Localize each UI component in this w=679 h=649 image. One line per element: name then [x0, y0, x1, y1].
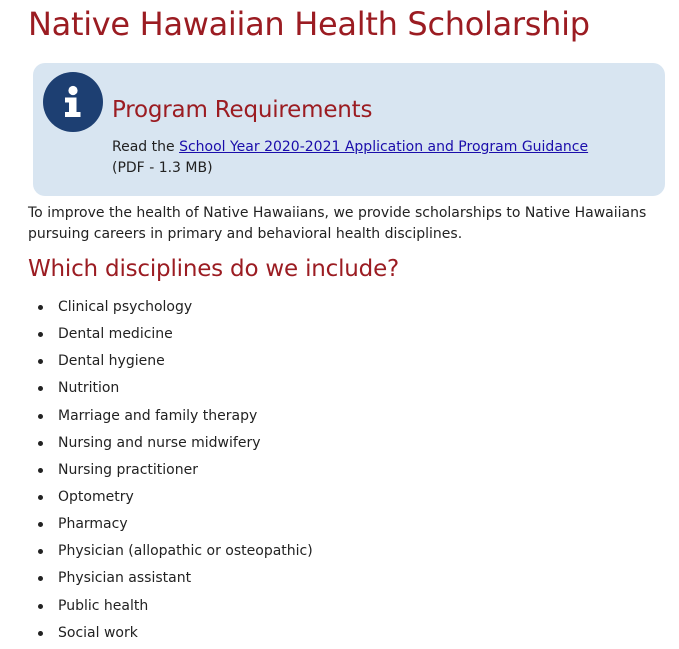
- bullet-icon: [38, 631, 43, 636]
- list-item: [0, 375, 313, 402]
- page-title: Native Hawaiian Health Scholarship: [28, 5, 590, 43]
- callout-text: [112, 137, 652, 179]
- guidance-link[interactable]: School Year 2020-2021 Application and Program Guidance: [179, 139, 589, 155]
- bullet-icon: [38, 576, 43, 581]
- bullet-icon: [38, 604, 43, 609]
- list-item-label: Nursing and nurse midwifery: [58, 434, 261, 451]
- list-item: [0, 620, 313, 647]
- bullet-icon: [38, 468, 43, 473]
- list-item-label: Physician (allopathic or osteopathic): [58, 543, 313, 560]
- program-requirements-callout: [33, 63, 665, 196]
- bullet-icon: [38, 441, 43, 446]
- bullet-icon: [38, 305, 43, 310]
- list-item-label: Nursing practitioner: [58, 461, 198, 478]
- list-item-label: Dental medicine: [58, 326, 173, 343]
- list-item: [0, 538, 313, 565]
- list-item-label: Physician assistant: [58, 570, 192, 587]
- bullet-icon: [38, 549, 43, 554]
- list-item: [0, 484, 313, 511]
- bullet-icon: [38, 495, 43, 500]
- bullet-icon: [38, 332, 43, 337]
- read-prefix: Read the: [112, 139, 175, 155]
- list-item: [0, 511, 313, 538]
- list-item-label: Optometry: [58, 488, 134, 505]
- callout-title: Program Requirements: [112, 97, 373, 123]
- disciplines-heading: Which disciplines do we include?: [28, 256, 400, 282]
- list-item: [0, 593, 313, 620]
- list-item-label: Nutrition: [58, 380, 120, 397]
- list-item: [0, 430, 313, 457]
- list-item: [0, 348, 313, 375]
- discipline-list: [0, 294, 313, 647]
- list-item-label: Social work: [58, 624, 138, 641]
- list-item: [0, 403, 313, 430]
- bullet-icon: [38, 414, 43, 419]
- list-item: [0, 321, 313, 348]
- list-item: [0, 294, 313, 321]
- list-item: [0, 457, 313, 484]
- bullet-icon: [38, 359, 43, 364]
- list-item-label: Dental hygiene: [58, 353, 165, 370]
- bullet-icon: [38, 522, 43, 527]
- list-item-label: Pharmacy: [58, 516, 128, 533]
- info-icon: [43, 72, 103, 132]
- intro-paragraph: To improve the health of Native Hawaiians, we provide scholarships to Native Hawaiians pursuing careers in primary and behavioral health disciplines.: [28, 205, 647, 242]
- list-item-label: Public health: [58, 597, 149, 614]
- list-item: [0, 565, 313, 592]
- list-item-label: Marriage and family therapy: [58, 407, 258, 424]
- file-info: (PDF - 1.3 MB): [112, 160, 213, 176]
- list-item-label: Clinical psychology: [58, 299, 193, 315]
- bullet-icon: [38, 386, 43, 391]
